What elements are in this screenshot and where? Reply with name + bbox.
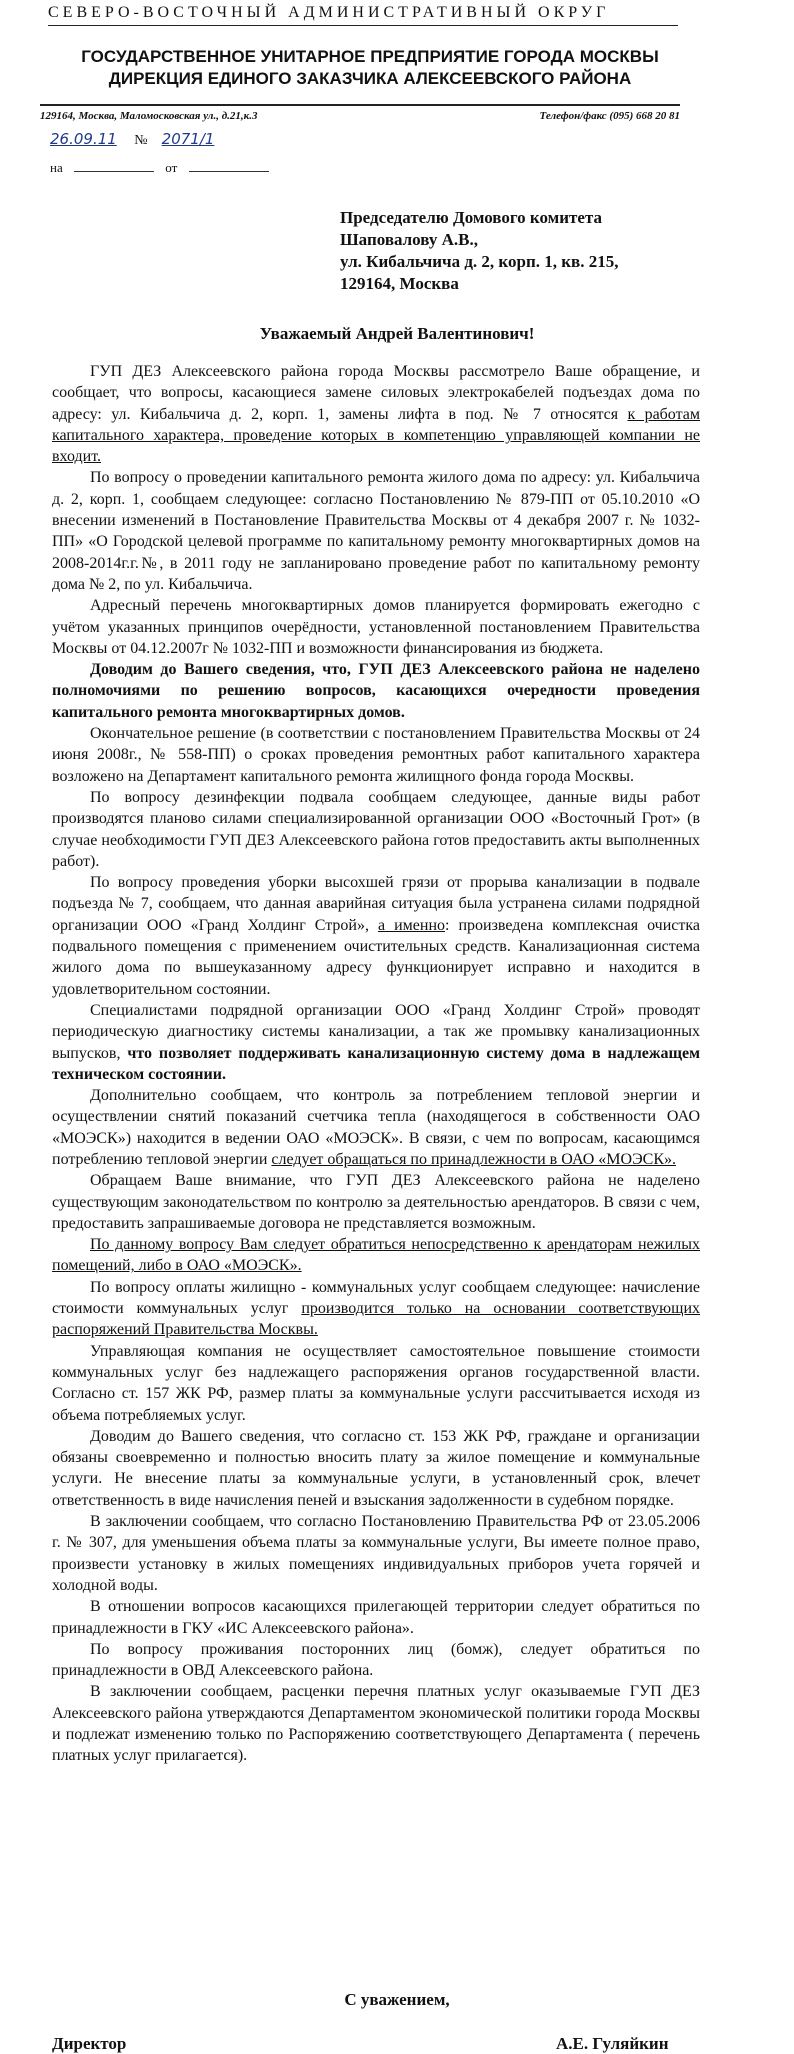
paragraph-18: В заключении сообщаем, расценки перечня платных услуг оказываемые ГУП ДЕЗ Алексеевского района утверждаются Департаментом экономической политики города Москвы и подлежат изменению только по Распоряжению соответствующего Департамента ( перечень платных услуг прилагается). [52,1683,700,1765]
recipient-line-3: ул. Кибальчича д. 2, корп. 1, кв. 215, [340,252,619,271]
recipient-line-4: 129164, Москва [340,274,459,293]
paragraph-7: По вопросу проведения уборки высохшей грязи от прорыва канализации в подвале подъезда № 7, сообщаем, что данная аварийная ситуация была устранена силами подрядной организации ООО «Гранд Холдинг Строй», а именно: произведена комплексная очистка подвального помещения с применением очистительных средств. Канализационная система жилого дома по вышеуказанному адресу функционирует исправно и находится в удовлетворительном состоянии. [52,874,701,998]
recipient-line-1: Председателю Домового комитета [340,208,602,227]
on-blank [74,171,154,172]
org-phone: Телефон/факс (095) 668 20 81 [539,110,680,122]
salutation: Уважаемый Андрей Валентинович! [259,324,535,343]
paragraph-2: По вопросу о проведении капитального ремонта жилого дома по адресу: ул. Кибальчича д. 2, корп. 1, сообщаем следующее: согласно Постановлению № 879-ПП от 05.10.2010 «О внесении изменений в Постановление Правительства Москвы от 4 декабря 2007 г. № 1032-ПП» «О Городской целевой программе по капитальному ремонту многоквартирных домов на 2008-2014г.г.№, в 2011 году не запланировано проведение работ по капитальному ремонту дома № 2, по ул. Кибальчича. [52,469,700,593]
org-line-2: ДИРЕКЦИЯ ЕДИНОГО ЗАКАЗЧИКА АЛЕКСЕЕВСКОГО РАЙОНА [108,69,632,88]
okrug-header: СЕВЕРО-ВОСТОЧНЫЙ АДМИНИСТРАТИВНЫЙ ОКРУГ [48,4,678,26]
paragraph-12: По вопросу оплаты жилищно - коммунальных услуг сообщаем следующее: начисление стоимости коммунальных услуг производится только на основании соответствующих распоряжений Правительства Москвы. [52,1278,701,1339]
paragraph-5: Окончательное решение (в соответствии с постановлением Правительства Москвы от 24 июня 2008г., № 558-ПП) о сроках проведения ремонтных работ капитального характера возложено на Департамент капитального ремонта жилищного фонда города Москвы. [52,725,700,785]
org-address: 129164, Москва, Маломосковская ул., д.21,к.3 [40,110,258,122]
signatory-position: Директор [52,2034,127,2053]
from-label: от [165,160,178,175]
registration-number: 2071/1 [161,130,215,148]
paragraph-4: Доводим до Вашего сведения, что, ГУП ДЕЗ Алексеевского района не наделено полномочиями по решению вопросов, касающихся очередности проведения капитального ремонта многоквартирных домов. [52,661,700,721]
paragraph-3: Адресный перечень многоквартирных домов планируется формировать ежегодно с учётом указанных принципов очерёдности, установленной постановлением Правительства Москвы от 04.12.2007г № 1032-ПП и возможности финансирования из бюджета. [52,597,700,657]
paragraph-6: По вопросу дезинфекции подвала сообщаем следующее, данные виды работ производятся планово силами специализированной организации ООО «Восточный Грот» (в случае необходимости ГУП ДЕЗ Алексеевского района готов предоставить акты выполненных работ). [52,788,700,870]
recipient-block [340,207,740,295]
number-label: № [134,133,148,148]
recipient-line-2: Шаповалову А.В., [340,230,478,249]
registration-date: 26.09.11 [50,130,117,148]
reference-line [50,160,277,176]
paragraph-9: Дополнительно сообщаем, что контроль за потреблением тепловой энергии и осуществлении снятий показаний счетчика тепла (находящегося в собственности ОАО «МОЭСК») находится в ведении ОАО «МОЭСК». В связи, с чем по вопросам, касающимся потреблению тепловой энергии следует обращаться по принадлежности в ОАО «МОЭСК». [52,1087,700,1168]
paragraph-13: Управляющая компания не осуществляет самостоятельное повышение стоимости коммунальных услуг без надлежащего распоряжения органов государственной власти. Согласно ст. 157 ЖК РФ, размер платы за коммунальные услуги рассчитывается исходя из объема потребляемых услуг. [52,1342,700,1424]
paragraph-8: Специалистами подрядной организации ООО «Гранд Холдинг Строй» проводят периодическую диагностику системы канализации, а так же промывку канализационных выпусков, что позволяет поддерживать канализационную систему дома в надлежащем техническом состоянии. [52,1001,701,1083]
organization-name [60,46,680,90]
closing-respect: С уважением, [344,1990,450,2009]
letter-body [52,361,700,1767]
registration-line [50,130,214,149]
paragraph-1: ГУП ДЕЗ Алексеевского района города Москвы рассмотрело Ваше обращение, и сообщает, что вопросы, касающиеся замене силовых электрокабелей подъездах дома по адресу: ул. Кибальчича д. 2, корп. 1, замены лифта в под. № 7 относятся к работам капитального характера, проведение которых в компетенцию управляющей компании не входит. [52,363,701,466]
paragraph-14: Доводим до Вашего сведения, что согласно ст. 153 ЖК РФ, граждане и организации обязаны своевременно и полностью вносить плату за жилое помещение и коммунальные услуги. Не внесение платы за коммунальные услуги, в установленный срок, влечет ответственность в виде начисления пеней и взыскания задолженности в судебном порядке. [52,1427,700,1509]
paragraph-16: В отношении вопросов касающихся прилегающей территории следует обратиться по принадлежности в ГКУ «ИС Алексеевского района». [52,1598,700,1637]
address-bar [40,104,680,122]
paragraph-17: По вопросу проживания посторонних лиц (бомж), следует обратиться по принадлежности в ОВД Алексеевского района. [52,1640,700,1680]
from-blank [189,171,269,172]
paragraph-15: В заключении сообщаем, что согласно Постановлению Правительства РФ от 23.05.2006 г. № 307, для уменьшения объема платы за коммунальные услуги, Вы имеете полное право, произвести установку в жилых помещениях индивидуальных приборов учета горячей и холодной воды. [52,1513,700,1594]
paragraph-11: По данному вопросу Вам следует обратиться непосредственно к арендаторам нежилых помещений, либо в ОАО «МОЭСК». [52,1236,700,1275]
signatory-name: А.Е. Гуляйкин [556,2034,669,2053]
org-line-1: ГОСУДАРСТВЕННОЕ УНИТАРНОЕ ПРЕДПРИЯТИЕ ГОРОДА МОСКВЫ [81,47,659,66]
on-label: на [50,160,63,175]
paragraph-10: Обращаем Ваше внимание, что ГУП ДЕЗ Алексеевского района не наделено существующим законодательством по контролю за деятельностью арендаторов. В связи с чем, предоставить запрашиваемые договора не представляется возможным. [52,1172,700,1232]
